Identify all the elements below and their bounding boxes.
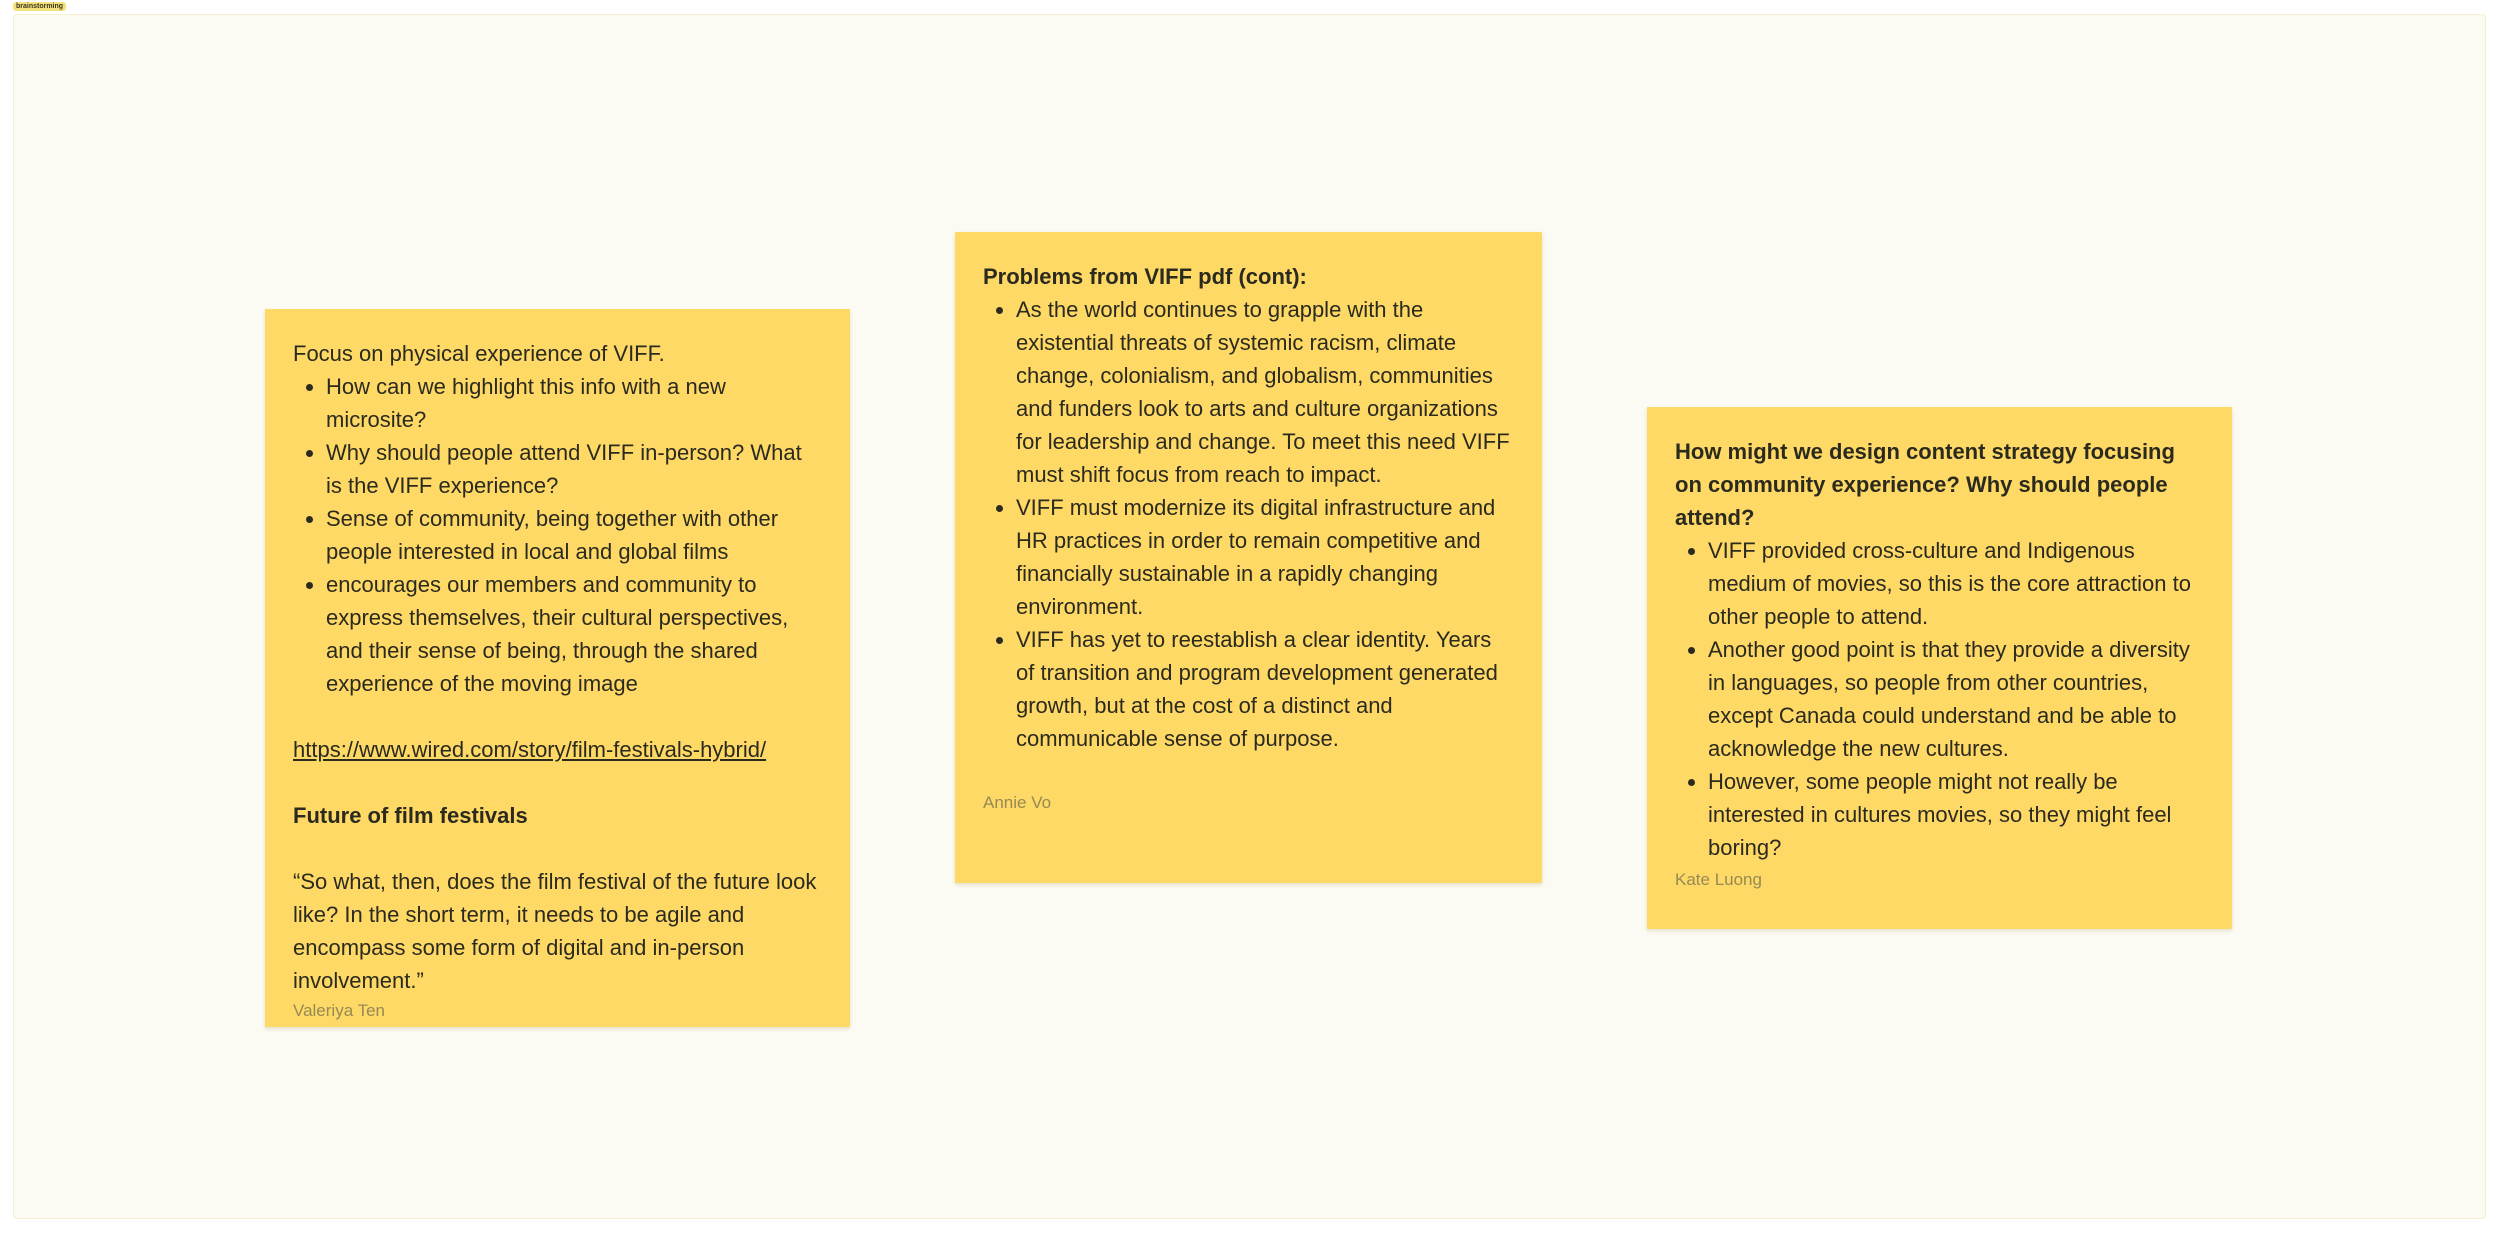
spacer — [293, 700, 822, 733]
note-author: Annie Vo — [983, 793, 1052, 812]
sticky-note-kate[interactable] — [1647, 407, 2232, 929]
note-heading: How might we design content strategy focusing on community experience? Why should people attend? — [1675, 439, 2175, 530]
list-item: • However, some people might not really be interested in cultures movies, so they might feel boring? — [1708, 765, 2204, 864]
list-item: • Sense of community, being together with other people interested in local and global films — [326, 502, 822, 568]
note-intro: Focus on physical experience of VIFF. — [293, 341, 665, 366]
list-item: • How can we highlight this info with a new microsite? — [326, 370, 822, 436]
note-quote: “So what, then, does the film festival of the future look like? In the short term, it needs to be agile and encompass some form of digital and in-person involvement.” — [293, 869, 817, 993]
list-item: • encourages our members and community to express themselves, their cultural perspectives, and their sense of being, through the shared experience of the moving image — [326, 568, 822, 700]
wired-article-link[interactable]: https://www.wired.com/story/film-festivals-hybrid/ — [293, 737, 767, 762]
list-item: • As the world continues to grapple with the existential threats of systemic racism, climate change, colonialism, and globalism, communities and funders look to arts and culture organizations for leadership and change. To meet this need VIFF must shift focus from reach to impact. — [1016, 293, 1514, 491]
note-author: Valeriya Ten — [293, 1001, 385, 1020]
list-item: • Why should people attend VIFF in-person? What is the VIFF experience? — [326, 436, 822, 502]
note-subheading: Future of film festivals — [293, 803, 528, 828]
note-bullet-list — [983, 293, 1514, 755]
note-bullet-list — [293, 370, 822, 700]
note-heading: Problems from VIFF pdf (cont): — [983, 264, 1307, 289]
list-item: • Another good point is that they provide a diversity in languages, so people from other countries, except Canada could understand and be able to acknowledge the new cultures. — [1708, 633, 2204, 765]
sticky-note-valeriya[interactable] — [265, 309, 850, 1027]
list-item: • VIFF has yet to reestablish a clear identity. Years of transition and program development generated growth, but at the cost of a distinct and communicable sense of purpose. — [1016, 623, 1514, 755]
spacer — [293, 832, 822, 865]
list-item: • VIFF must modernize its digital infrastructure and HR practices in order to remain competitive and financially sustainable in a rapidly changing environment. — [1016, 491, 1514, 623]
note-author: Kate Luong — [1675, 870, 1762, 889]
note-bullet-list — [1675, 534, 2204, 864]
list-item: • VIFF provided cross-culture and Indigenous medium of movies, so this is the core attraction to other people to attend. — [1708, 534, 2204, 633]
spacer — [293, 766, 822, 799]
frame-label[interactable]: brainstorming — [13, 2, 66, 11]
sticky-note-annie[interactable] — [955, 232, 1542, 883]
